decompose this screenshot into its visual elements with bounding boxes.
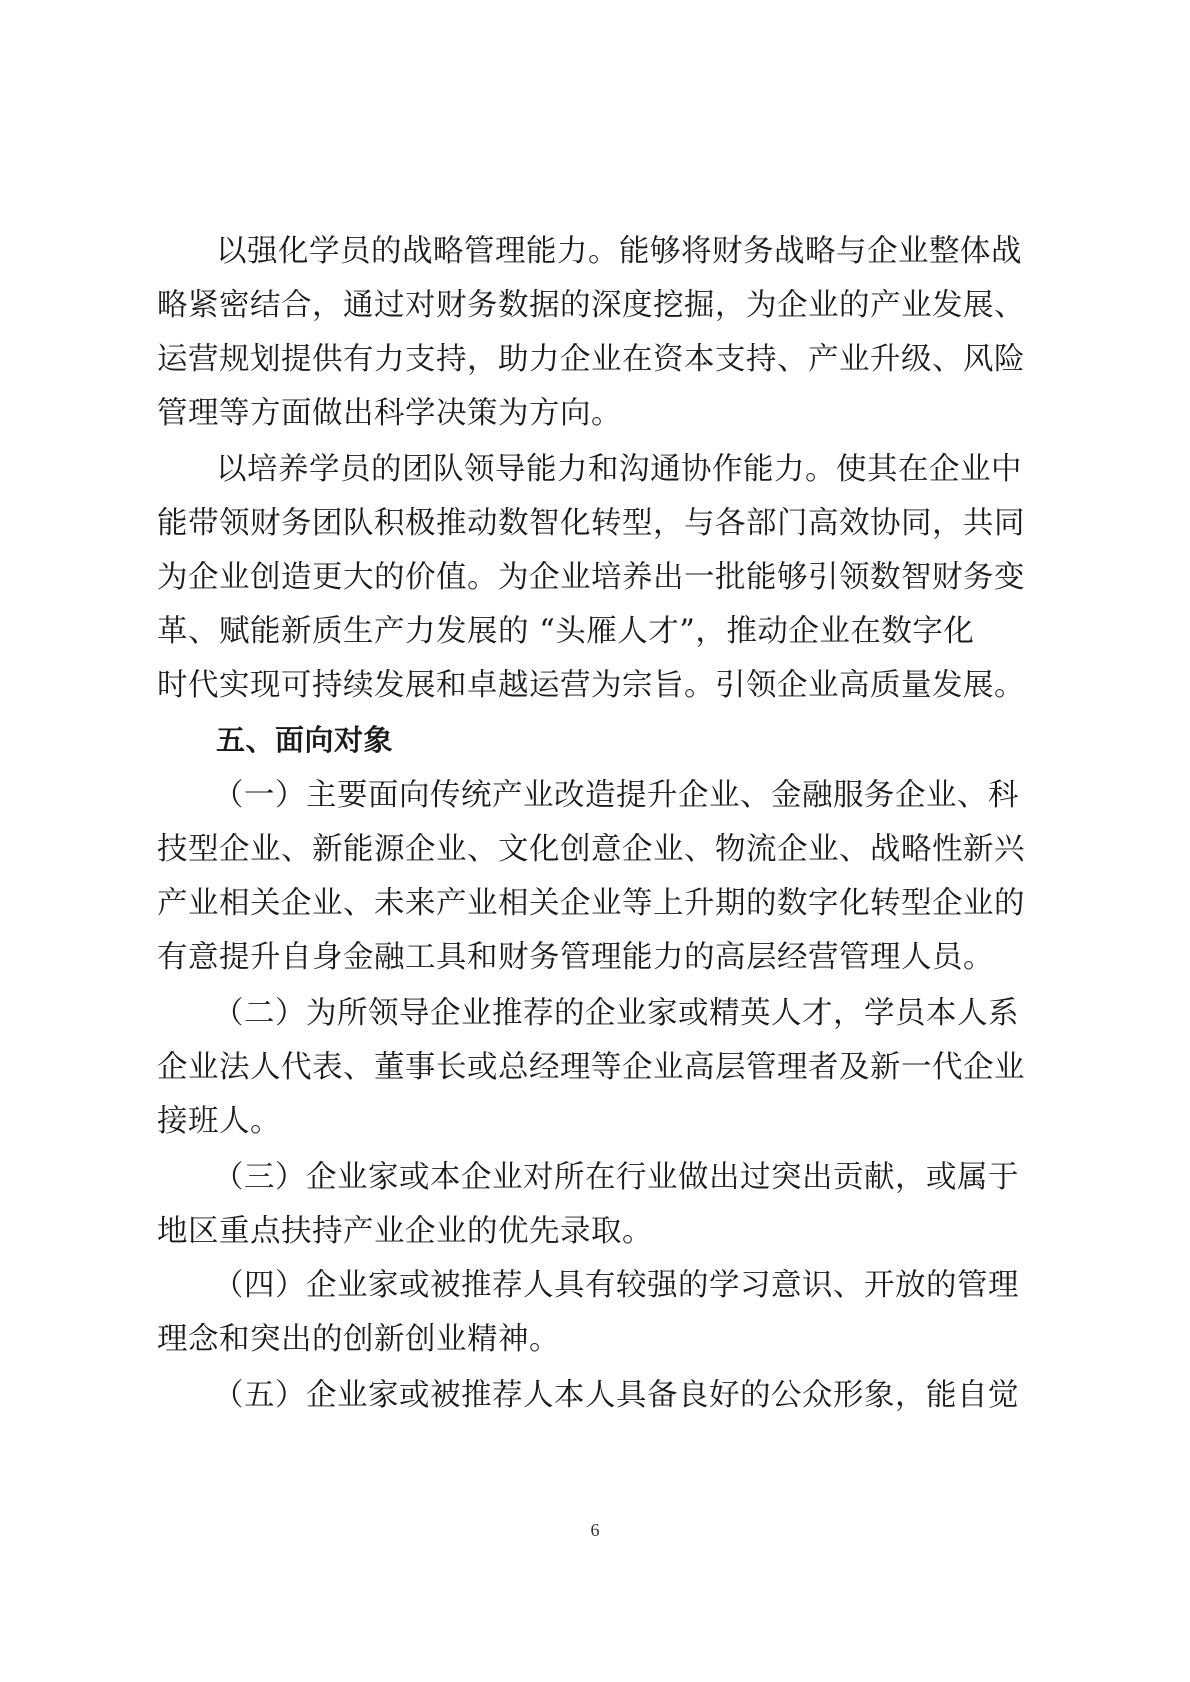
text-line: （二）为所领导企业推荐的企业家或精英人才，学员本人系 [213, 996, 1019, 1031]
text-line: 以强化学员的战略管理能力。能够将财务战略与企业整体战 [216, 234, 1022, 269]
section-heading: 五、面向对象 [216, 723, 394, 757]
text-line: 理念和突出的创新创业精神。 [157, 1322, 560, 1357]
text-line: 略紧密结合，通过对财务数据的深度挖掘，为企业的产业发展、 [157, 288, 1025, 323]
text-line: 技型企业、新能源企业、文化创意企业、物流企业、战略性新兴 [157, 832, 1025, 867]
text-line: （四）企业家或被推荐人具有较强的学习意识、开放的管理 [213, 1268, 1019, 1303]
text-line: 地区重点扶持产业企业的优先录取。 [157, 1214, 653, 1249]
text-line: 接班人。 [157, 1104, 281, 1139]
text-line: 运营规划提供有力支持，助力企业在资本支持、产业升级、风险 [157, 342, 1025, 377]
text-line: 有意提升自身金融工具和财务管理能力的高层经营管理人员。 [157, 940, 994, 975]
text-line: （一）主要面向传统产业改造提升企业、金融服务企业、科 [213, 778, 1019, 813]
text-line: 产业相关企业、未来产业相关企业等上升期的数字化转型企业的 [157, 886, 1025, 921]
text-line: 以培养学员的团队领导能力和沟通协作能力。使其在企业中 [216, 452, 1022, 487]
text-line: （五）企业家或被推荐人本人具备良好的公众形象，能自觉 [213, 1378, 1019, 1413]
text-line: （三）企业家或本企业对所在行业做出过突出贡献，或属于 [213, 1160, 1019, 1195]
page-number: 6 [590, 1520, 600, 1540]
text-line: 企业法人代表、董事长或总经理等企业高层管理者及新一代企业 [157, 1050, 1025, 1085]
text-line: 能带领财务团队积极推动数智化转型，与各部门高效协同，共同 [157, 506, 1025, 541]
text-line: 革、赋能新质生产力发展的 “头雁人才”，推动企业在数字化 [157, 614, 975, 649]
text-line: 管理等方面做出科学决策为方向。 [157, 396, 622, 431]
text-line: 为企业创造更大的价值。为企业培养出一批能够引领数智财务变 [157, 560, 1025, 595]
text-line: 时代实现可持续发展和卓越运营为宗旨。引领企业高质量发展。 [157, 668, 1025, 703]
